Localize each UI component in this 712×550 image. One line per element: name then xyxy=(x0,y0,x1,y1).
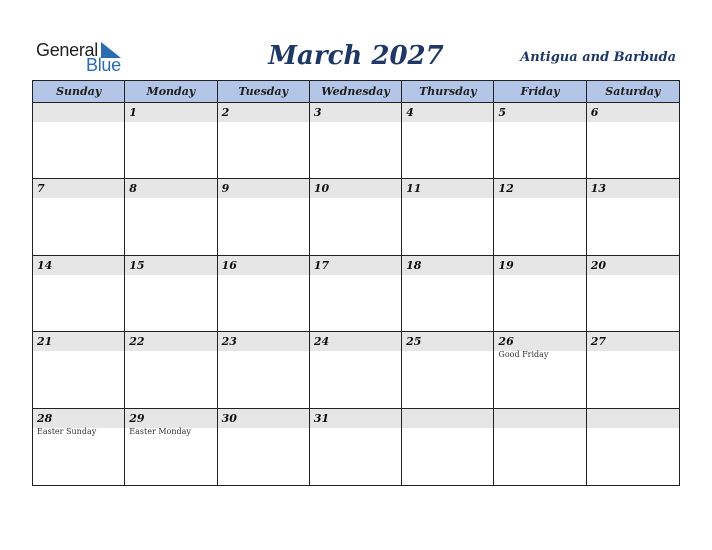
day-cell xyxy=(402,409,494,485)
day-number-band xyxy=(33,409,124,428)
day-number: 31 xyxy=(313,411,330,425)
day-number: 9 xyxy=(221,182,230,196)
day-number-band xyxy=(218,256,309,275)
day-cell xyxy=(587,409,679,485)
day-cell xyxy=(402,179,494,255)
day-number: 22 xyxy=(129,335,145,349)
day-cell xyxy=(402,256,494,332)
day-number-band xyxy=(587,179,679,198)
day-cell xyxy=(587,179,679,255)
day-number-band xyxy=(125,409,216,428)
day-cell xyxy=(587,103,679,179)
day-cell xyxy=(33,409,125,485)
day-number-band xyxy=(310,179,401,198)
day-cell xyxy=(494,179,586,255)
weekday-header-sunday: Sunday xyxy=(33,81,125,103)
day-number: 23 xyxy=(221,335,237,349)
day-number: 5 xyxy=(498,106,507,119)
day-number-band xyxy=(33,103,124,122)
day-number: 17 xyxy=(313,258,330,272)
day-number: 3 xyxy=(313,106,322,119)
weekday-header-friday: Friday xyxy=(494,81,586,103)
day-cell xyxy=(402,332,494,408)
day-number-band xyxy=(33,332,124,351)
day-number: 24 xyxy=(313,335,330,349)
day-number: 30 xyxy=(221,411,237,425)
day-number: 27 xyxy=(590,335,607,349)
day-number: 21 xyxy=(37,335,53,349)
day-cell xyxy=(125,179,217,255)
day-number: 11 xyxy=(406,182,422,196)
day-cell xyxy=(125,409,217,485)
day-cell xyxy=(218,179,310,255)
day-number: 15 xyxy=(129,258,145,272)
day-cell xyxy=(125,332,217,408)
day-number-band xyxy=(402,103,493,122)
day-number-band xyxy=(494,103,585,122)
country-name: Antigua and Barbuda xyxy=(520,50,676,65)
day-number-band xyxy=(587,256,679,275)
logo-word-general: General xyxy=(36,40,98,60)
day-number-band xyxy=(402,332,493,351)
day-cell xyxy=(587,332,679,408)
day-cell xyxy=(218,332,310,408)
day-number-band xyxy=(494,179,585,198)
day-cell xyxy=(310,332,402,408)
day-number-band xyxy=(310,256,401,275)
holiday-label: Good Friday xyxy=(498,350,549,360)
day-number-band xyxy=(587,103,679,122)
calendar-title: March 2027 xyxy=(268,41,444,71)
day-number-band xyxy=(218,103,309,122)
day-cell xyxy=(33,332,125,408)
day-cell xyxy=(218,256,310,332)
day-number-band xyxy=(494,409,585,428)
day-cell xyxy=(125,256,217,332)
day-number: 19 xyxy=(498,258,514,272)
day-number-band xyxy=(125,103,216,122)
day-cell xyxy=(33,103,125,179)
day-number: 29 xyxy=(129,411,145,425)
day-cell xyxy=(218,103,310,179)
day-number-band xyxy=(587,409,679,428)
day-number-band xyxy=(33,256,124,275)
day-number-band xyxy=(587,332,679,351)
day-cell xyxy=(494,103,586,179)
day-number: 28 xyxy=(37,411,53,425)
day-number-band xyxy=(402,409,493,428)
day-cell xyxy=(125,103,217,179)
logo-word-blue: Blue xyxy=(86,55,121,75)
day-number: 10 xyxy=(313,182,330,196)
day-cell xyxy=(310,256,402,332)
day-number-band xyxy=(218,409,309,428)
day-number-band xyxy=(310,409,401,428)
day-cell xyxy=(587,256,679,332)
day-number-band xyxy=(218,332,309,351)
day-number: 25 xyxy=(406,335,422,349)
day-number-band xyxy=(402,256,493,275)
day-number-band xyxy=(125,256,216,275)
day-number-band xyxy=(125,179,216,198)
day-cell xyxy=(402,103,494,179)
day-number: 13 xyxy=(590,182,607,196)
weekday-header-thursday: Thursday xyxy=(402,81,494,103)
day-number: 20 xyxy=(590,258,607,272)
day-number: 26 xyxy=(498,335,514,349)
day-number: 16 xyxy=(221,258,237,272)
day-number: 2 xyxy=(221,106,230,119)
day-number: 18 xyxy=(406,258,422,272)
day-cell xyxy=(310,179,402,255)
day-cell xyxy=(494,409,586,485)
weekday-header-tuesday: Tuesday xyxy=(218,81,310,103)
day-cell xyxy=(310,103,402,179)
day-cell xyxy=(494,332,586,408)
day-number-band xyxy=(218,179,309,198)
holiday-label: Easter Sunday xyxy=(37,426,97,436)
day-number-band xyxy=(494,256,585,275)
weekday-header-wednesday: Wednesday xyxy=(310,81,402,103)
day-number: 1 xyxy=(129,106,137,119)
day-number: 6 xyxy=(590,106,599,119)
day-cell xyxy=(33,179,125,255)
day-number: 4 xyxy=(406,106,414,119)
day-cell xyxy=(33,256,125,332)
month-calendar-grid xyxy=(32,80,680,486)
day-number-band xyxy=(125,332,216,351)
holiday-label: Easter Monday xyxy=(129,426,191,436)
day-number-band xyxy=(310,103,401,122)
day-cell xyxy=(218,409,310,485)
day-cell xyxy=(310,409,402,485)
weekday-header-saturday: Saturday xyxy=(587,81,679,103)
day-cell xyxy=(494,256,586,332)
day-number-band xyxy=(310,332,401,351)
weekday-header-monday: Monday xyxy=(125,81,217,103)
day-number: 8 xyxy=(129,182,137,196)
day-number: 14 xyxy=(37,258,53,272)
day-number-band xyxy=(494,332,585,351)
day-number-band xyxy=(33,179,124,198)
day-number: 12 xyxy=(498,182,514,196)
day-number: 7 xyxy=(37,182,45,196)
day-number-band xyxy=(402,179,493,198)
